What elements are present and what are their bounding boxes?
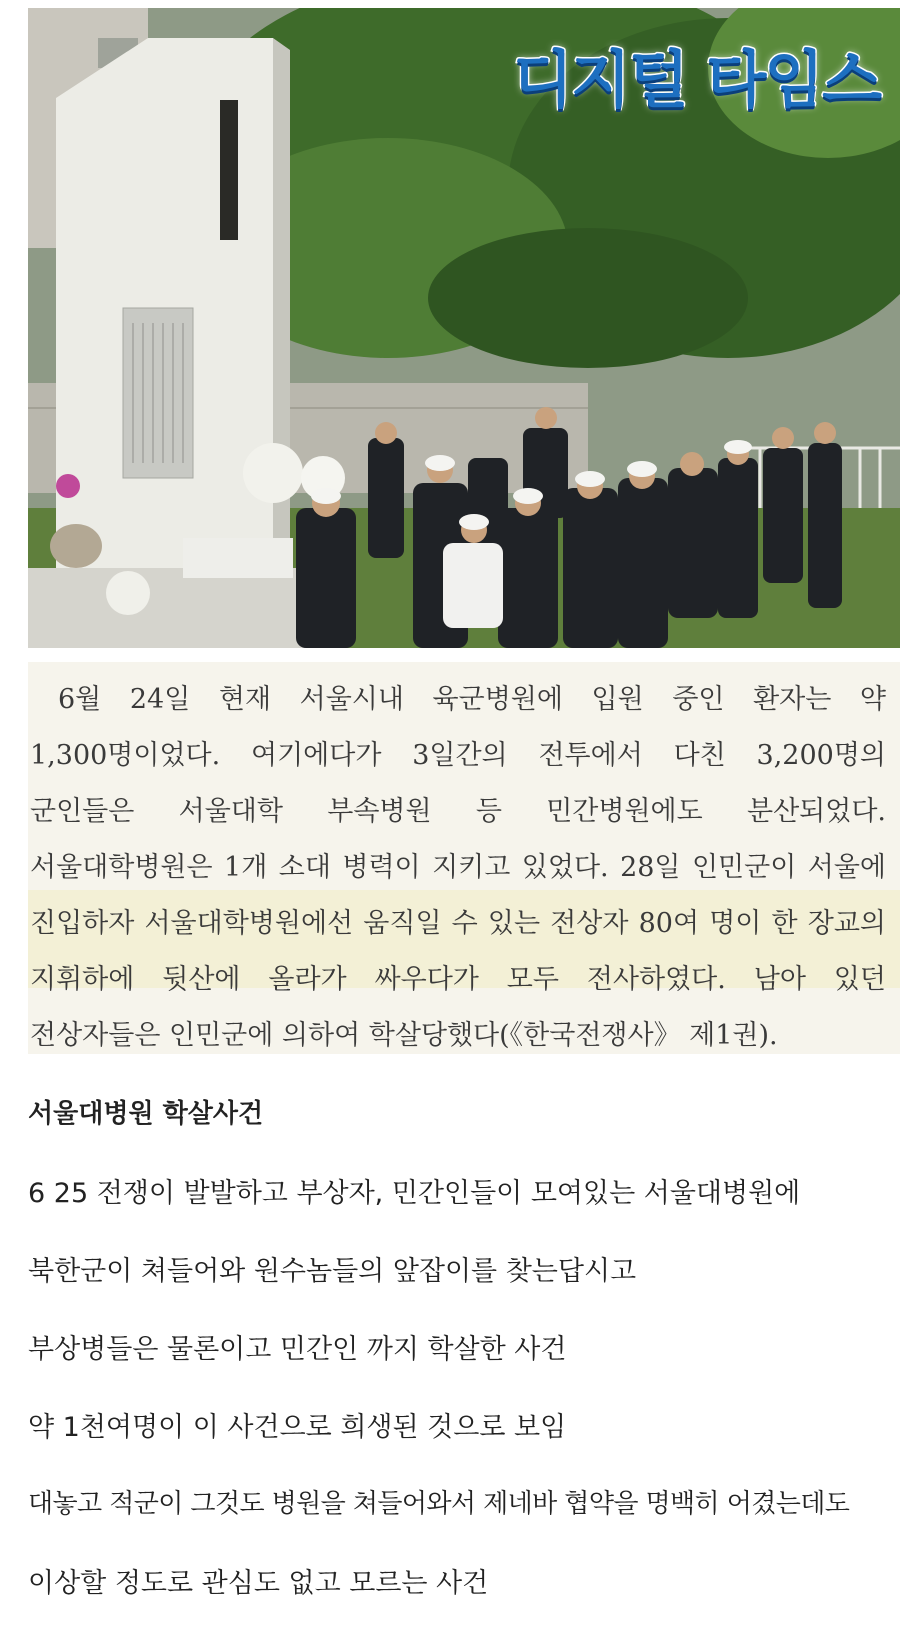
digital-times-logo: 디지털 타임스 <box>513 43 880 116</box>
post-line-5: 대놓고 적군이 그것도 병원을 쳐들어와서 제네바 협약을 명백히 어겼는데도 <box>28 1489 850 1519</box>
book-excerpt-scan <box>28 662 900 1054</box>
post-heading: 서울대병원 학살사건 <box>28 1099 264 1129</box>
post-line-3: 부상병들은 물론이고 민간인 까지 학살한 사건 <box>28 1334 567 1365</box>
excerpt-paragraph: 6월 24일 현재 서울시내 육군병원에 입원 중인 환자는 약 1,300명이었다. 여기에다가 3일간의 전투에서 다친 3,200명의 군인들은 서울대학 부속병원 등 민간병원에도 분산되었다. 서울대학병원은 1개 소대 병력이 지키고 있었다. 28일 인민군이 서울에 진입하자 서울대학병원에선 움직일 수 있는 전상자 80여 명이 한 장교의 지휘하에 뒷산에 올라가 싸우다가 모두 전사하였다. 남아 있던 전상자들은 인민군에 의하여 학살당했다(《한국전쟁사》 제1권). <box>30 684 886 1051</box>
post-line-1: 6 25 전쟁이 발발하고 부상자, 민간인들이 모여있는 서울대병원에 <box>28 1178 801 1209</box>
post-line-4: 약 1천여명이 이 사건으로 희생된 것으로 보임 <box>28 1412 567 1443</box>
memorial-photo <box>28 8 900 648</box>
post-line-6: 이상할 정도로 관심도 없고 모르는 사건 <box>28 1568 489 1599</box>
post-line-2: 북한군이 쳐들어와 원수놈들의 앞잡이를 찾는답시고 <box>28 1256 637 1287</box>
